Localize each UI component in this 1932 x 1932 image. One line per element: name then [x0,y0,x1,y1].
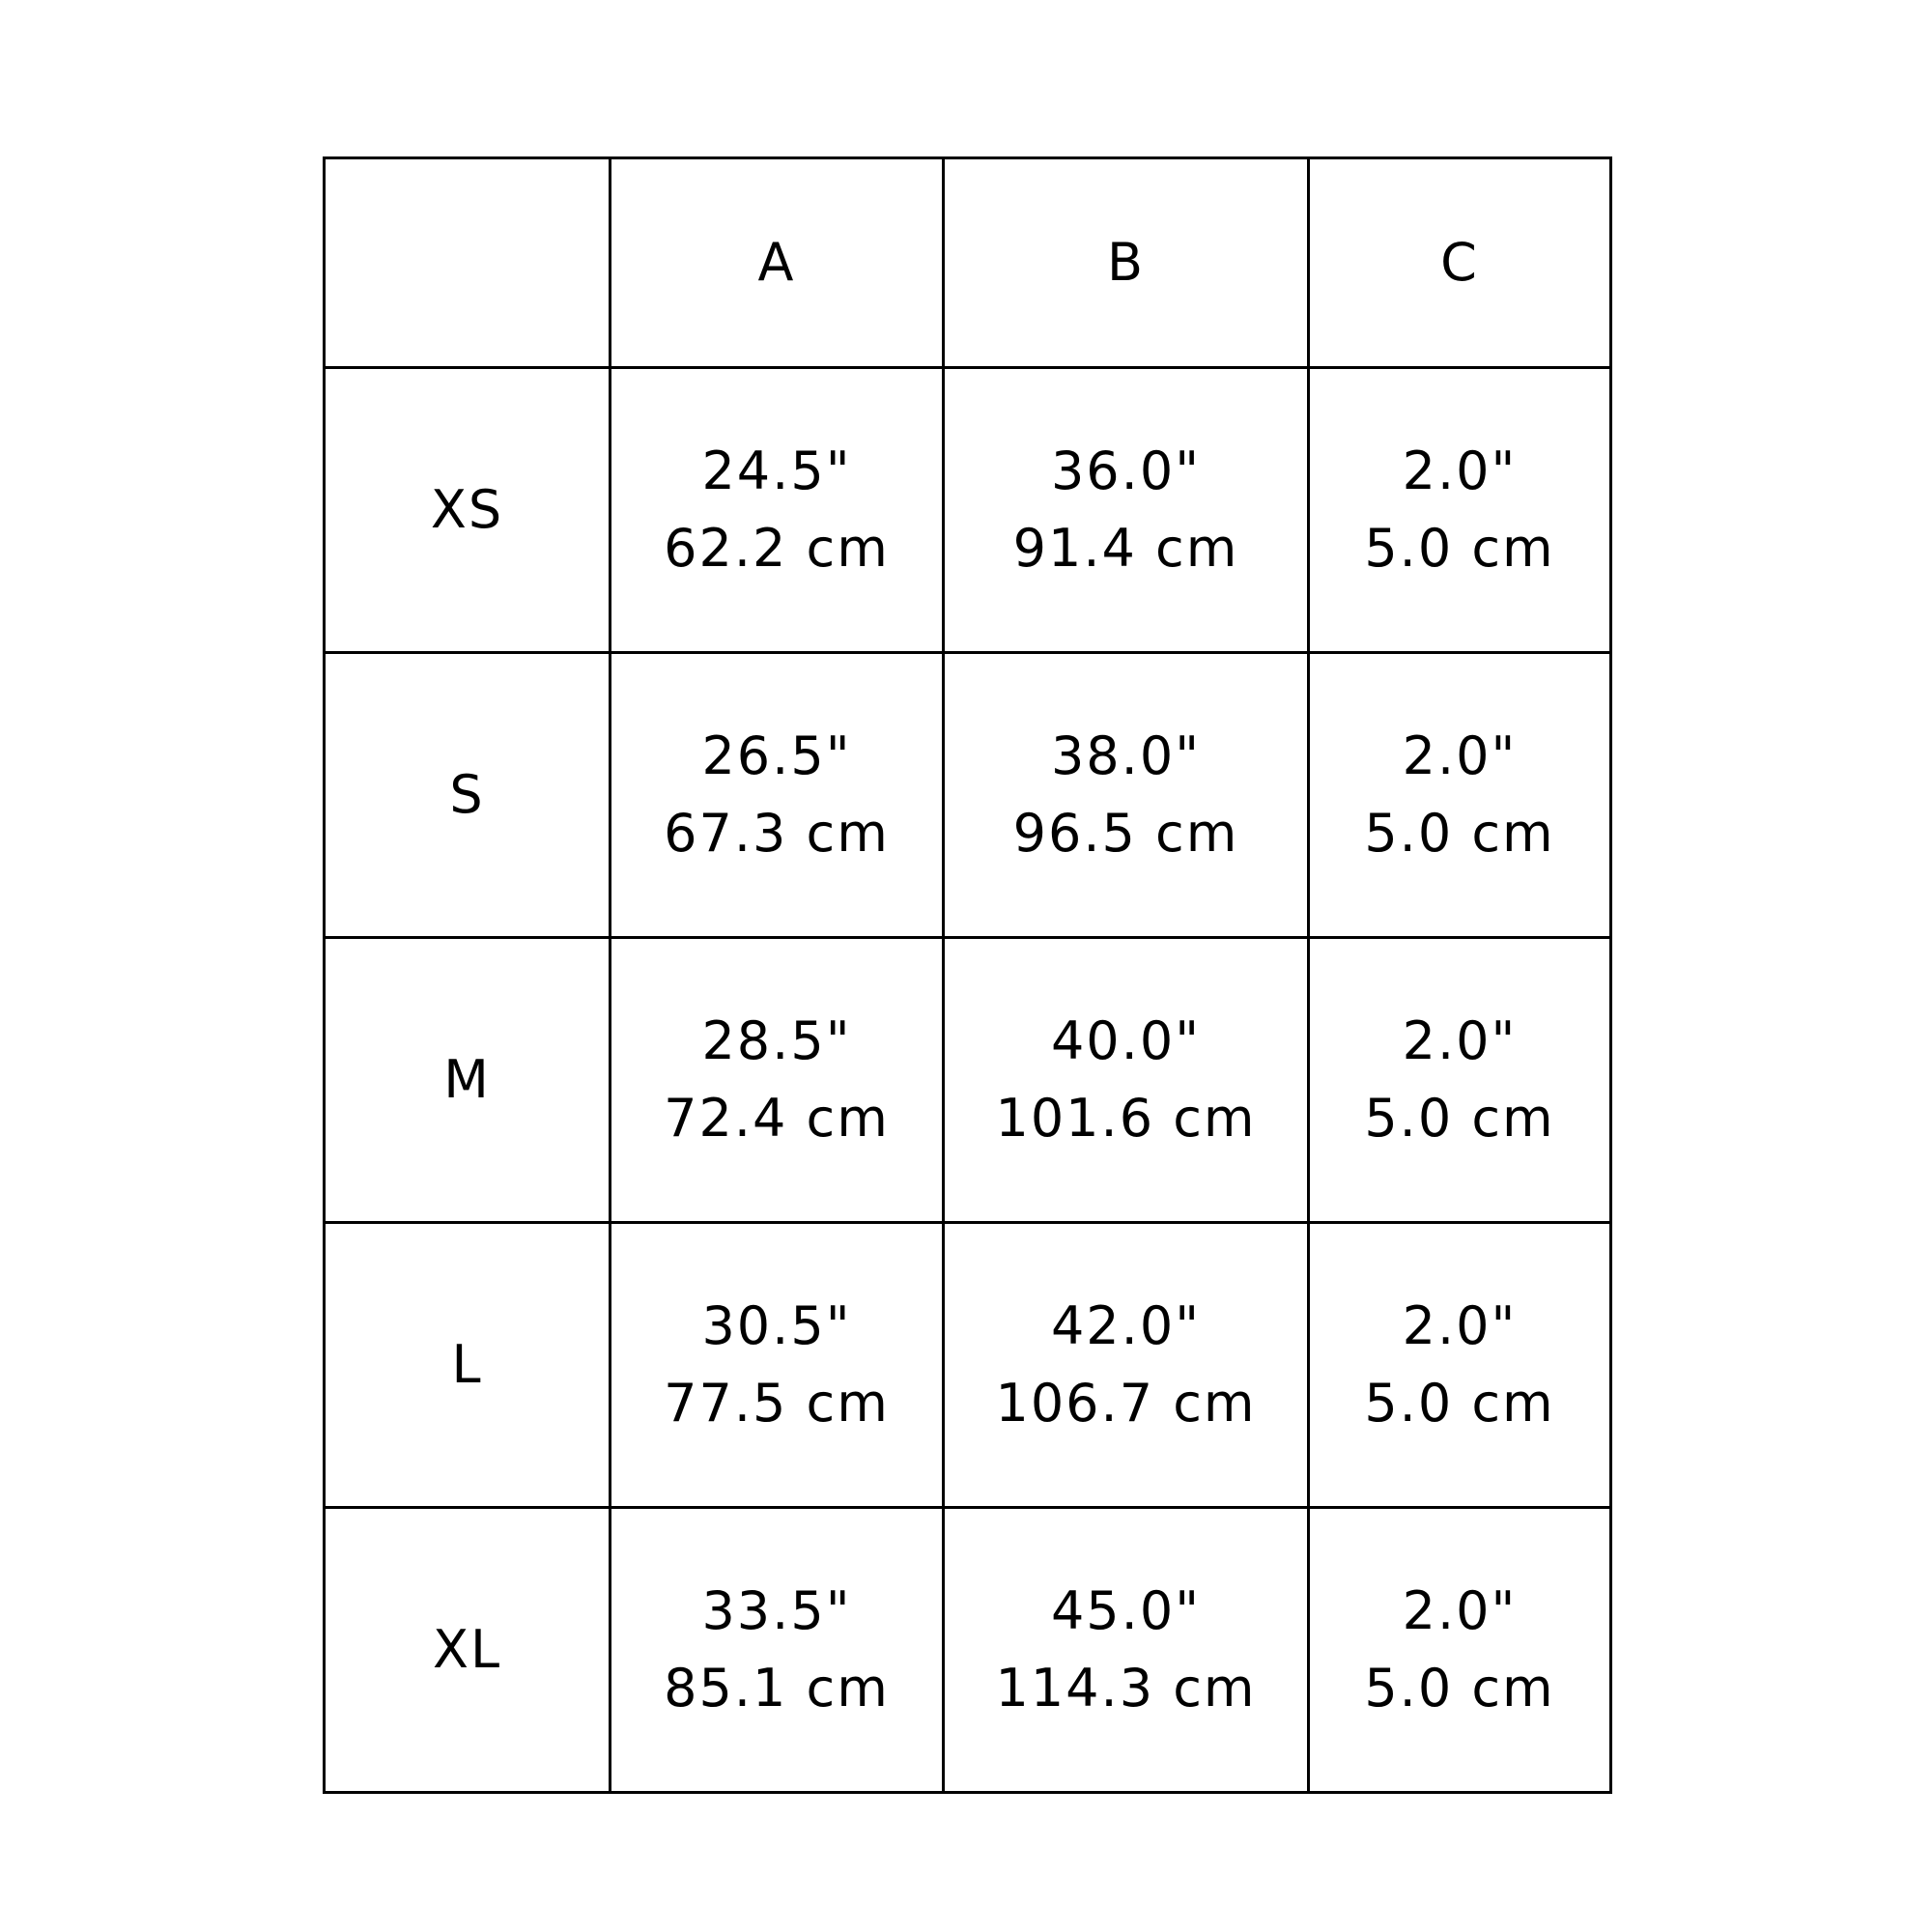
measurement-cell-a [611,1508,944,1793]
measurement-cell-c [1309,653,1611,938]
column-header-c: C [1309,158,1611,368]
header-row [325,158,1611,368]
inches-value: 30.5" [701,1295,852,1356]
cm-value: 5.0 cm [1364,803,1555,864]
size-chart-body [325,158,1611,1793]
size-label-cell: S [325,653,611,938]
column-header-a: A [611,158,944,368]
inches-value: 40.0" [1050,1010,1202,1071]
size-chart-table [323,156,1612,1794]
cm-value: 114.3 cm [995,1658,1257,1719]
inches-value: 36.0" [1050,440,1202,501]
cm-value: 96.5 cm [1012,803,1239,864]
cm-value: 101.6 cm [995,1088,1257,1149]
inches-value: 33.5" [701,1580,852,1641]
cm-value: 106.7 cm [995,1373,1257,1434]
table-row [325,938,1611,1223]
inches-value: 26.5" [701,725,852,786]
measurement-cell-a [611,653,944,938]
cm-value: 67.3 cm [664,803,890,864]
measurement-cell-b [944,1223,1309,1508]
inches-value: 45.0" [1050,1580,1202,1641]
cm-value: 5.0 cm [1364,1658,1555,1719]
cm-value: 5.0 cm [1364,1088,1555,1149]
header-corner-cell [325,158,611,368]
size-label-cell: XS [325,368,611,653]
inches-value: 38.0" [1050,725,1202,786]
measurement-cell-a [611,938,944,1223]
size-label-cell: M [325,938,611,1223]
cm-value: 77.5 cm [664,1373,890,1434]
cm-value: 5.0 cm [1364,518,1555,579]
inches-value: 2.0" [1402,440,1518,501]
inches-value: 2.0" [1402,1295,1518,1356]
cm-value: 72.4 cm [664,1088,890,1149]
inches-value: 42.0" [1050,1295,1202,1356]
size-label-cell: XL [325,1508,611,1793]
size-label-cell: L [325,1223,611,1508]
inches-value: 2.0" [1402,1010,1518,1071]
table-row [325,1508,1611,1793]
measurement-cell-c [1309,1508,1611,1793]
inches-value: 24.5" [701,440,852,501]
table-row [325,368,1611,653]
measurement-cell-c [1309,368,1611,653]
table-row [325,1223,1611,1508]
cm-value: 91.4 cm [1012,518,1239,579]
measurement-cell-c [1309,938,1611,1223]
measurement-cell-b [944,368,1309,653]
measurement-cell-a [611,1223,944,1508]
inches-value: 28.5" [701,1010,852,1071]
table-row [325,653,1611,938]
cm-value: 85.1 cm [664,1658,890,1719]
inches-value: 2.0" [1402,725,1518,786]
cm-value: 5.0 cm [1364,1373,1555,1434]
cm-value: 62.2 cm [664,518,890,579]
column-header-b: B [944,158,1309,368]
measurement-cell-a [611,368,944,653]
inches-value: 2.0" [1402,1580,1518,1641]
measurement-cell-c [1309,1223,1611,1508]
measurement-cell-b [944,1508,1309,1793]
measurement-cell-b [944,938,1309,1223]
measurement-cell-b [944,653,1309,938]
